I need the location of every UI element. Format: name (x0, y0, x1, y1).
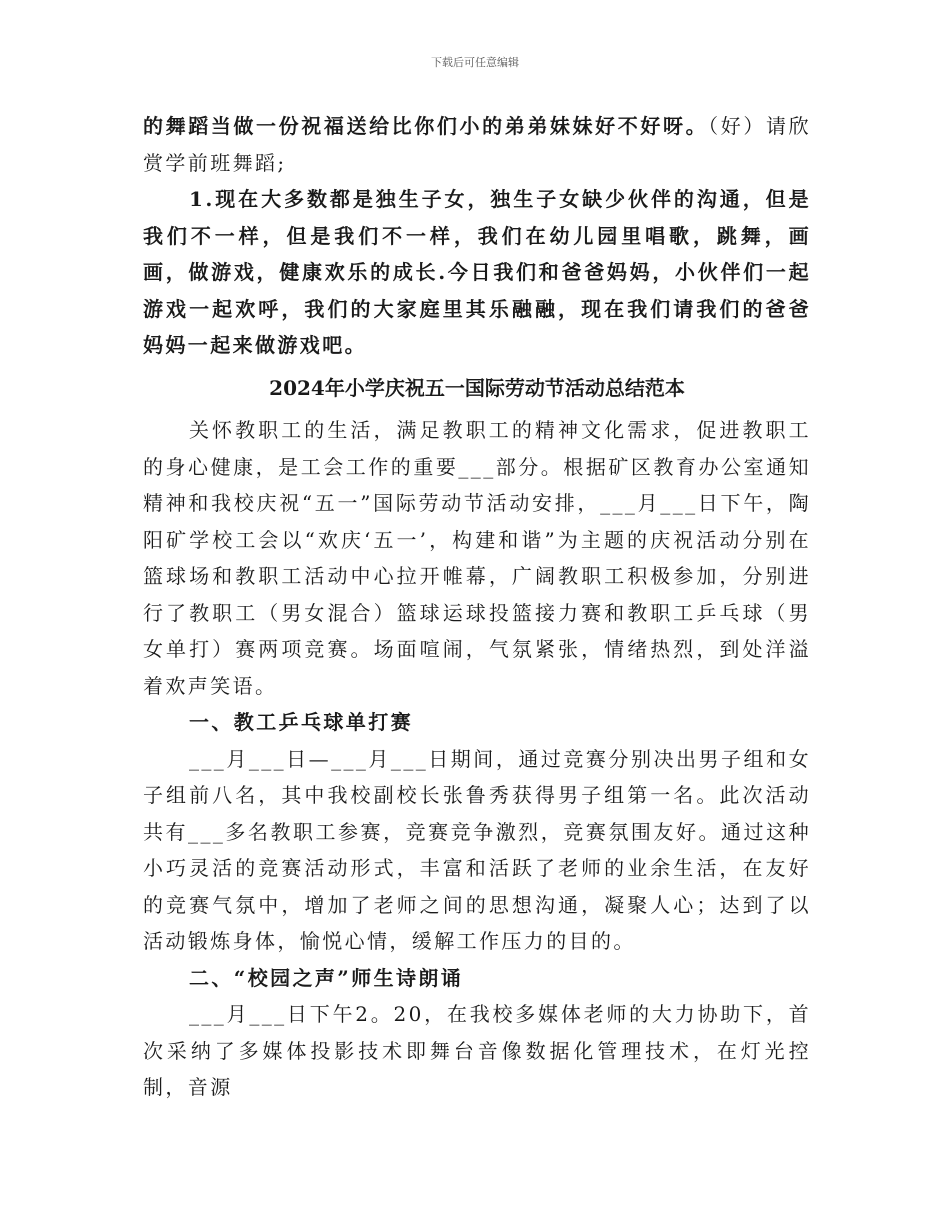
document-body (143, 108, 811, 1106)
paragraph-item-1: 1.现在大多数都是独生子女，独生子女缺少伙伴的沟通，但是我们不一样，但是我们不一样，我们在幼儿园里唱歌，跳舞，画画，做游戏，健康欢乐的成长.今日我们和爸爸妈妈，小伙伴们一起游戏一起欢呼，我们的大家庭里其乐融融，现在我们请我们的爸爸妈妈一起来做游戏吧。 (143, 187, 811, 357)
section-heading-1: 一、教工乒乓球单打赛 (189, 710, 413, 734)
paragraph-intro: 关怀教职工的生活，满足教职工的精神文化需求，促进教职工的身心健康，是工会工作的重要___部分。根据矿区教育办公室通知精神和我校庆祝“五一”国际劳动节活动安排，___月___日下午，陶阳矿学校工会以“欢庆‘五一’，构建和谐”为主题的庆祝活动分别在篮球场和教职工活动中心拉开帷幕，广阔教职工积极参加，分别进行了教职工（男女混合）篮球运球投篮接力赛和教职工乒乓球（男女单打）赛两项竞赛。场面喧闹，气氛紧张，情绪热烈，到处洋溢着欢声笑语。 (143, 418, 811, 698)
paragraph-section-1: ___月___日—___月___日期间，通过竞赛分别决出男子组和女子组前八名，其中我校副校长张鲁秀获得男子组第一名。此次活动共有___多名教职工参赛，竞赛竞争激烈，竞赛氛围友好。通过这种小巧灵活的竞赛活动形式，丰富和活跃了老师的业余生活，在友好的竞赛气氛中，增加了老师之间的思想沟通，凝聚人心；达到了以活动锻炼身体，愉悦心情，缓解工作压力的目的。 (143, 746, 811, 953)
paragraph-bold-text: 的舞蹈当做一份祝福送给比你们小的弟弟妹妹好不好呀。 (143, 114, 709, 138)
page-header: 下载后可任意编辑 (431, 56, 519, 69)
paragraph-section-2: ___月___日下午2。20，在我校多媒体老师的大力协助下，首次采纳了多媒体投影技术即舞台音像数据化管理技术，在灯光控制，音源 (143, 1002, 811, 1099)
document-title: 2024年小学庆祝五一国际劳动节活动总结范本 (269, 375, 685, 400)
paragraph-normal-text: （好）请欣赏学前班舞蹈; (143, 114, 811, 175)
paragraph-continuation (143, 108, 811, 181)
section-heading-2: 二、“校园之声”师生诗朗诵 (189, 965, 464, 990)
